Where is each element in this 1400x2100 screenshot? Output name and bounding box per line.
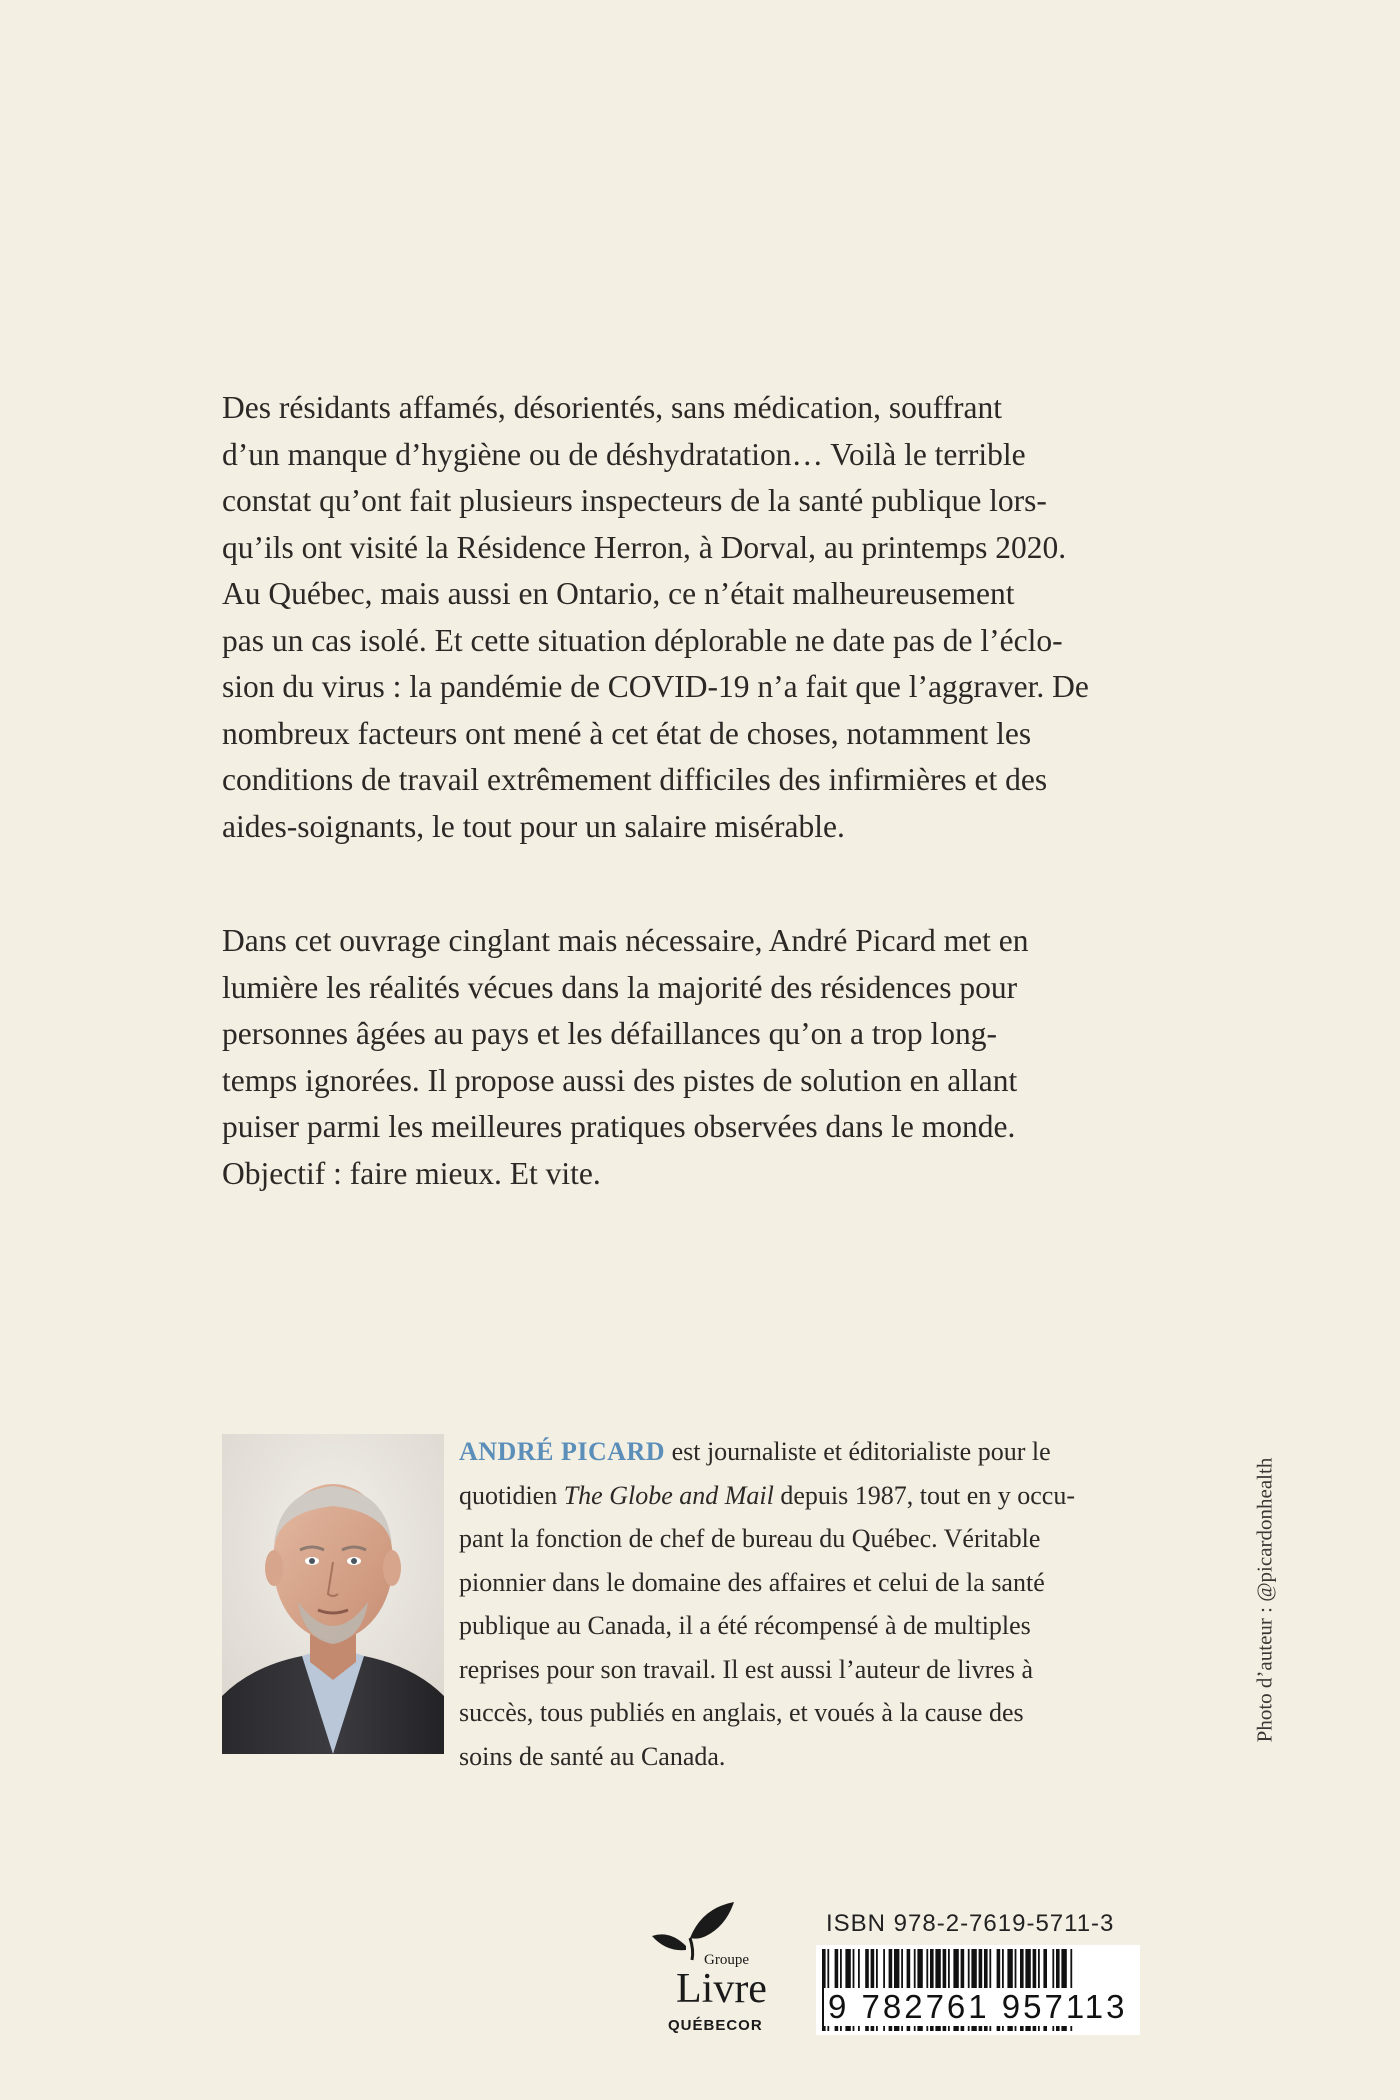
text-line: lumière les réalités vécues dans la majorité des résidences pour xyxy=(222,969,1018,1005)
text-line: quotidien The Globe and Mail depuis 1987, tout en y occu- xyxy=(459,1480,1075,1510)
summary-paragraph-2 xyxy=(222,918,1142,1197)
logo-word-groupe: Groupe xyxy=(704,1952,749,1968)
text-line: qu’ils ont visité la Résidence Herron, à Dorval, au printemps 2020. xyxy=(222,529,1067,565)
text-line: ANDRÉ PICARD est journaliste et éditorialiste pour le xyxy=(459,1437,1051,1466)
text-line: publique au Canada, il a été récompensé à de multiples xyxy=(459,1611,1031,1640)
text-line: pant la fonction de chef de bureau du Québec. Véritable xyxy=(459,1524,1041,1553)
photo-credit: Photo d’auteur : @picardonhealth xyxy=(1252,1457,1277,1743)
text-line: temps ignorées. Il propose aussi des pistes de solution en allant xyxy=(222,1062,1018,1098)
barcode-digits: 9 782761 957113 xyxy=(824,1988,1131,2026)
text-line: conditions de travail extrêmement difficiles des infirmières et des xyxy=(222,762,1048,797)
text-line: Au Québec, mais aussi en Ontario, ce n’était malheureusement xyxy=(222,576,1015,611)
text-line: pas un cas isolé. Et cette situation déplorable ne date pas de l’éclo- xyxy=(222,622,1063,658)
text-line: puiser parmi les meilleures pratiques observées dans le monde. xyxy=(222,1109,1016,1144)
text-line: d’un manque d’hygiène ou de déshydratation… Voilà le terrible xyxy=(222,436,1026,472)
text-line: aides-soignants, le tout pour un salaire misérable. xyxy=(222,808,845,844)
text-line: Objectif : faire mieux. Et vite. xyxy=(222,1155,601,1191)
summary-paragraph-1 xyxy=(222,385,1142,850)
text-line: Dans cet ouvrage cinglant mais nécessaire, André Picard met en xyxy=(222,923,1029,958)
text-line: personnes âgées au pays et les défaillances qu’on a trop long- xyxy=(222,1016,997,1051)
text-line: nombreux facteurs ont mené à cet état de choses, notamment les xyxy=(222,715,1032,751)
logo-word-quebecor: QUÉBECOR xyxy=(668,2017,763,2034)
logo-word-livre: Livre xyxy=(676,1966,767,2012)
newspaper-title: The Globe and Mail xyxy=(563,1480,774,1510)
text-line: succès, tous publiés en anglais, et voués à la cause des xyxy=(459,1698,1024,1727)
text-line: soins de santé au Canada. xyxy=(459,1741,726,1771)
author-photo xyxy=(222,1434,444,1754)
text-line: reprises pour son travail. Il est aussi l’auteur de livres à xyxy=(459,1654,1033,1684)
text-line: pionnier dans le domaine des affaires et celui de la santé xyxy=(459,1567,1045,1597)
text-line: sion du virus : la pandémie de COVID-19 n’a fait que l’aggraver. De xyxy=(222,669,1089,704)
publisher-logo xyxy=(650,1900,790,2045)
text-line: Des résidants affamés, désorientés, sans médication, souffrant xyxy=(222,390,1002,425)
author-bio xyxy=(459,1430,1159,1778)
author-name: ANDRÉ PICARD xyxy=(459,1437,666,1466)
isbn-label: ISBN 978-2-7619-5711-3 xyxy=(826,1910,1115,1937)
text-line: constat qu’ont fait plusieurs inspecteurs de la santé publique lors- xyxy=(222,483,1047,518)
